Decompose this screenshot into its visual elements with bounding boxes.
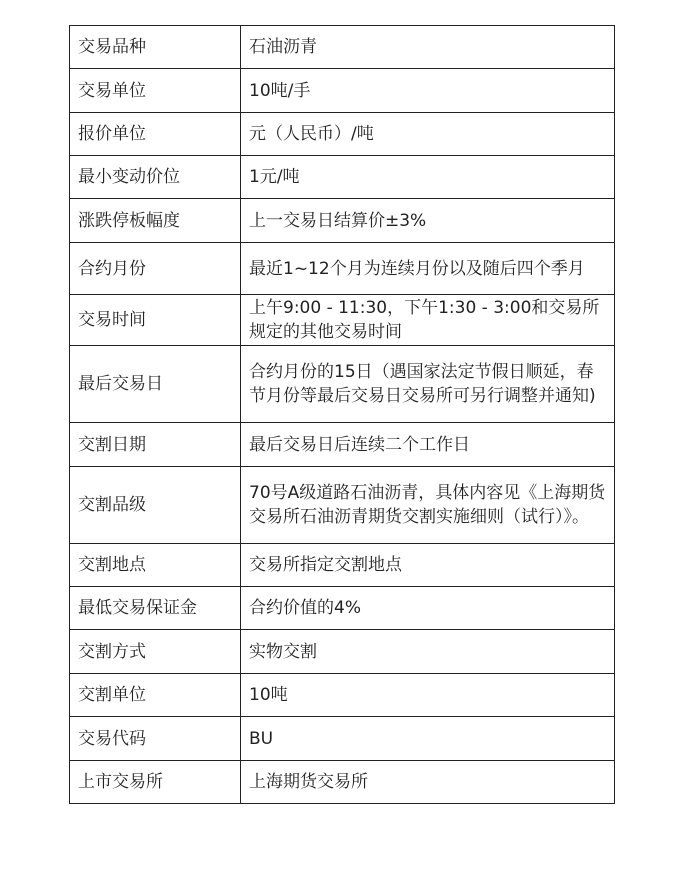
table-row (70, 346, 615, 423)
row-label: 涨跌停板幅度 (70, 199, 241, 243)
row-label: 交割地点 (70, 544, 241, 587)
row-value: 实物交割 (241, 630, 615, 674)
table-row (70, 113, 615, 156)
table-row (70, 674, 615, 717)
table-row (70, 199, 615, 243)
table-body (70, 26, 615, 804)
row-label: 上市交易所 (70, 761, 241, 804)
row-value: 合约价值的4% (241, 587, 615, 630)
row-value: 10吨/手 (241, 69, 615, 113)
row-label: 交易代码 (70, 717, 241, 761)
row-value: 石油沥青 (241, 26, 615, 69)
table-row (70, 544, 615, 587)
row-label: 最后交易日 (70, 346, 241, 423)
row-value: 上午9:00 - 11:30，下午1:30 - 3:00和交易所规定的其他交易时间 (241, 295, 615, 346)
table-row (70, 156, 615, 199)
row-value: 元（人民币）/吨 (241, 113, 615, 156)
table-row (70, 69, 615, 113)
row-value: BU (241, 717, 615, 761)
table-row (70, 587, 615, 630)
row-value: 1元/吨 (241, 156, 615, 199)
row-value: 上海期货交易所 (241, 761, 615, 804)
row-label: 报价单位 (70, 113, 241, 156)
row-label: 最小变动价位 (70, 156, 241, 199)
row-label: 交割单位 (70, 674, 241, 717)
table-row (70, 423, 615, 467)
contract-spec-table (69, 25, 615, 804)
table-row (70, 243, 615, 295)
table-row (70, 761, 615, 804)
row-label: 最低交易保证金 (70, 587, 241, 630)
row-label: 交割品级 (70, 467, 241, 544)
row-value: 最近1~12个月为连续月份以及随后四个季月 (241, 243, 615, 295)
row-value: 最后交易日后连续二个工作日 (241, 423, 615, 467)
row-label: 交割方式 (70, 630, 241, 674)
table-row (70, 295, 615, 346)
table-row (70, 26, 615, 69)
row-label: 合约月份 (70, 243, 241, 295)
table-row (70, 467, 615, 544)
row-label: 交易单位 (70, 69, 241, 113)
row-value: 合约月份的15日（遇国家法定节假日顺延，春节月份等最后交易日交易所可另行调整并通知) (241, 346, 615, 423)
row-label: 交易时间 (70, 295, 241, 346)
table-row (70, 717, 615, 761)
table-row (70, 630, 615, 674)
row-value: 上一交易日结算价±3% (241, 199, 615, 243)
row-value: 交易所指定交割地点 (241, 544, 615, 587)
row-value: 10吨 (241, 674, 615, 717)
row-value: 70号A级道路石油沥青，具体内容见《上海期货交易所石油沥青期货交割实施细则（试行）》。 (241, 467, 615, 544)
row-label: 交割日期 (70, 423, 241, 467)
row-label: 交易品种 (70, 26, 241, 69)
